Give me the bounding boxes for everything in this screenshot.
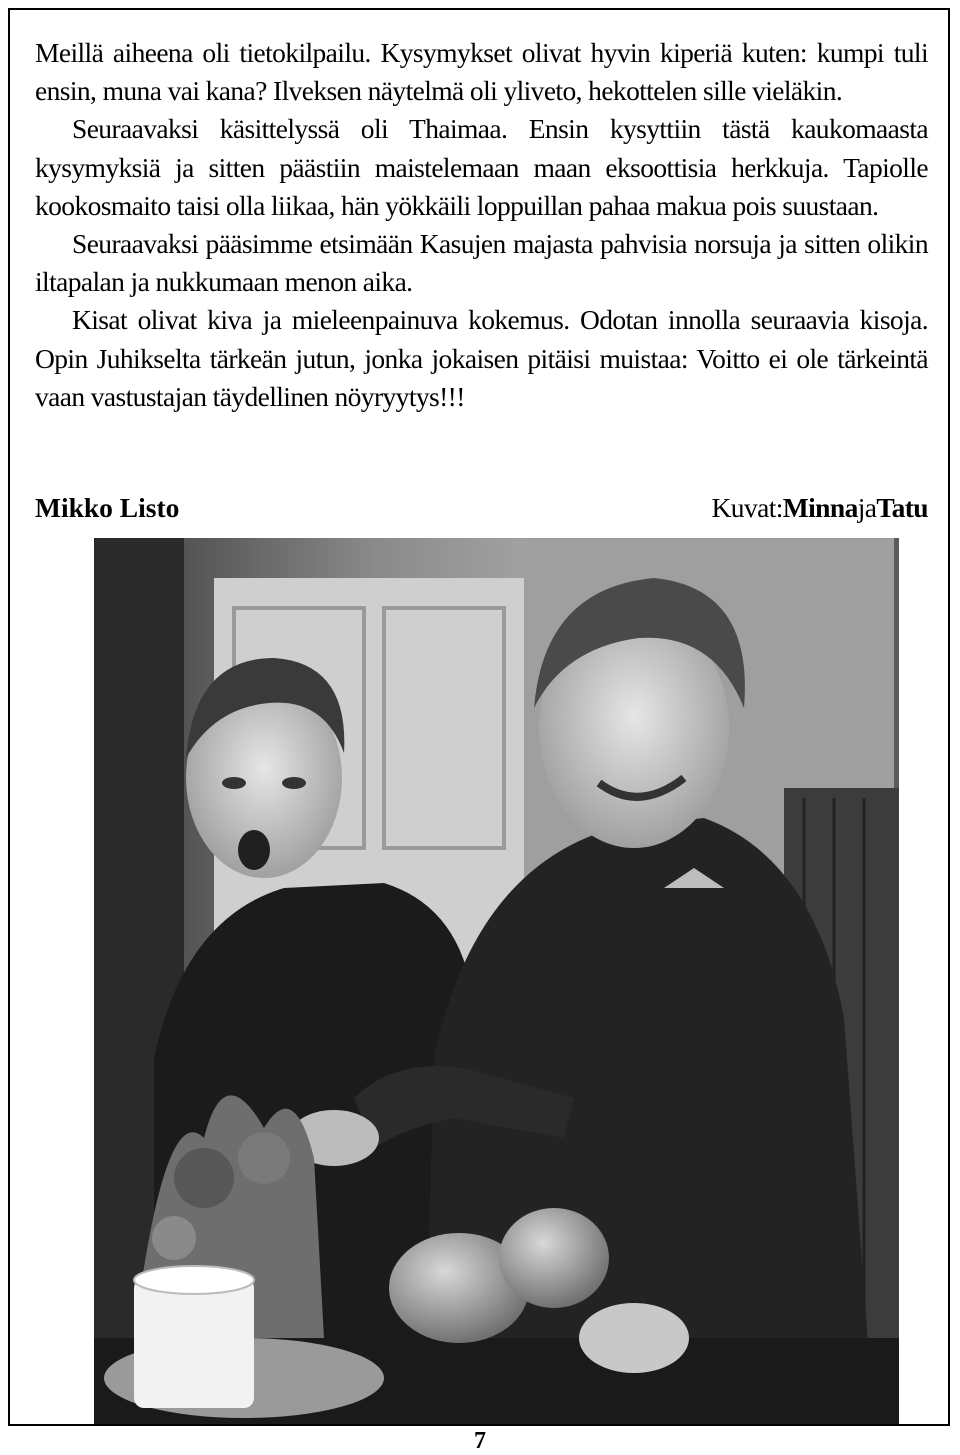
article-paragraph: Seuraavaksi pääsimme etsimään Kasujen majasta pahvisia norsuja ja sitten olikin iltapalan ja nukkumaan menon aika. (35, 228, 928, 298)
article-paragraph: Seuraavaksi käsittelyssä oli Thaimaa. Ensin kysyttiin tästä kaukomaasta kysymyksiä ja sitten päästiin maistelemaan maan eksoottisia herkkuja. Tapiolle kookosmaito taisi olla liikaa, hän yökkäili loppuillan pahaa makua pois suustaan. (35, 113, 928, 221)
credits-prefix: Kuvat: (711, 492, 783, 523)
credits-name-2: Tatu (876, 492, 928, 523)
credits-conjunction: ja (857, 492, 877, 523)
article-paragraph: Kisat olivat kiva ja mieleenpainuva kokemus. Odotan innolla seuraavia kisoja. Opin Juhikselta tärkeän jutun, jonka jokaisen pitäisi muistaa: Voitto ei ole tärkeintä vaan vastustajan täydellinen nöyryytys!!! (35, 304, 928, 412)
photo (94, 538, 899, 1424)
byline (35, 488, 928, 528)
article-body (35, 34, 928, 416)
article-paragraph: Meillä aiheena oli tietokilpailu. Kysymykset olivat hyvin kiperiä kuten: kumpi tuli ensin, muna vai kana? Ilveksen näytelmä oli yliveto, hekottelen sille vieläkin. (35, 37, 928, 107)
photo-illustration (94, 538, 899, 1424)
author-name: Mikko Listo (35, 492, 180, 523)
photo-credits (712, 488, 928, 528)
page-number: 7 (474, 1428, 486, 1454)
credits-name-1: Minna (782, 492, 858, 523)
